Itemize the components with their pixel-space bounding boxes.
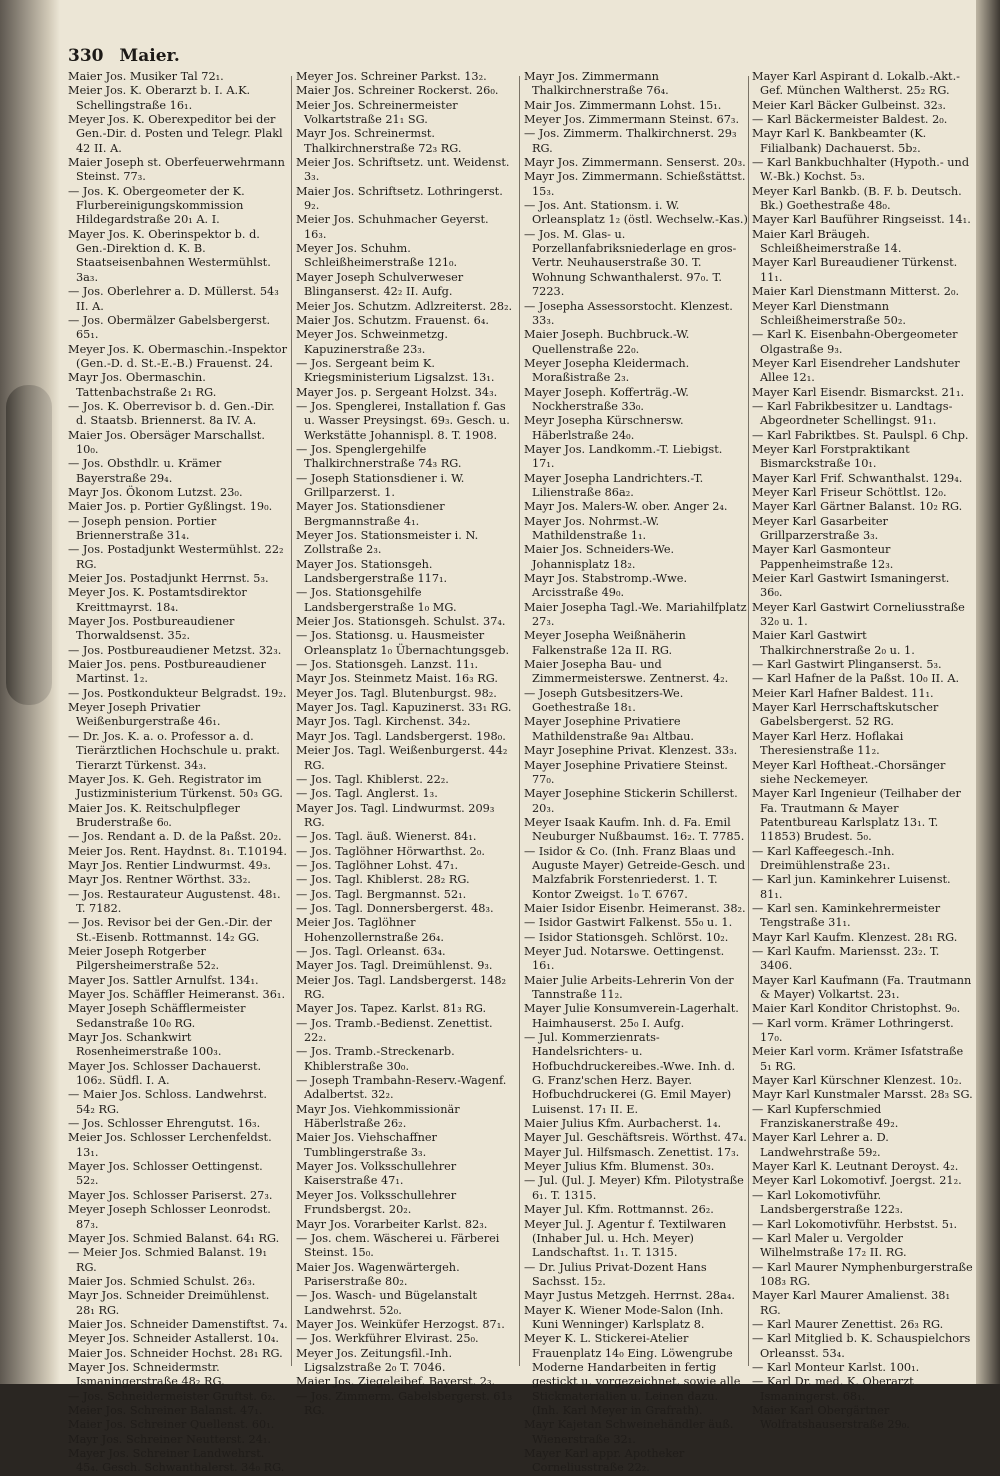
directory-entry: — Jos. Stationsgeh. Lanzst. 11₁. <box>296 658 479 672</box>
directory-entry: Mayer K. Wiener Mode-Salon (Inh. Kuni Wenninger) Karlsplatz 8. <box>524 1303 724 1331</box>
directory-entry: Meyer Joseph Privatier Weißenburgerstraße 46₁. <box>68 701 221 729</box>
directory-entry: Meyer Karl Gasarbeiter Grillparzerstraße 3₃. <box>752 514 888 542</box>
directory-entry: Mayr Josephine Privat. Klenzest. 33₃. <box>524 744 738 758</box>
directory-entry: Meyer Jud. Notarswe. Oettingenst. 16₁. <box>524 944 725 973</box>
directory-entry: Meyer Karl Lokomotivf. Joergst. 21₂. <box>752 1174 962 1188</box>
directory-entry: Maier Julie Arbeits-Lehrerin Von der Tannstraße 11₂. <box>524 973 734 1001</box>
directory-entry: Mayer Karl Kaufmann (Fa. Trautmann & Mayer) Volkartst. 23₁. <box>752 973 972 1001</box>
directory-entry: Meyer Jos. Schneider Astallerst. 10₄. <box>68 1332 280 1346</box>
directory-entry: Mayer Jos. Stationsgeh. Landsbergerstraße 117₁. <box>296 557 448 586</box>
directory-entry: Maier Karl Obergärtner Wolfratshauserstraße 29₀. <box>752 1403 910 1432</box>
directory-entry: Mayer Karl Bauführer Ringseisst. 14₁. <box>752 213 971 227</box>
directory-entry: Meyer Julius Kfm. Blumenst. 30₃. <box>524 1160 715 1174</box>
directory-entry: Mayer Julie Konsumverein-Lagerhalt. Haimhauserst. 25₀ I. Aufg. <box>524 1002 739 1030</box>
directory-entry: — Jul. Kommerzienrats-Handelsrichters- u. Hofbuchdruckereibes.-Wwe. Inh. d. G. Franz'schen Herz. Bayer. Hofbuchdruckerei (G. Emil Mayer) Luisenst. 17₁ II. E. <box>524 1031 736 1116</box>
page-header <box>68 46 180 70</box>
directory-entry: Meyer Jos. K. Postamtsdirektor Kreittmayrst. 18₄. <box>68 586 247 614</box>
directory-entry: — Karl Bäckermeister Baldest. 2₀. <box>752 113 948 127</box>
directory-entry: — Isidor Gastwirt Falkenst. 55₀ u. 1. <box>524 916 733 930</box>
page-number: 330 <box>68 46 104 66</box>
directory-entry: Mayer Jul. Hilfsmasch. Zenettist. 17₃. <box>524 1145 740 1159</box>
directory-entry: Meyer Jul. J. Agentur f. Textilwaren (Inhaber Jul. u. Hch. Meyer) Landschaftst. 1₁. T. 1315. <box>524 1217 727 1260</box>
directory-entry: Mayer Karl Bureaudiener Türkenst. 11₁. <box>752 256 958 284</box>
directory-entry: — Jos. Ant. Stationsm. i. W. Orleansplatz 1₂ (östl. Wechselw.-Kas.) <box>524 199 748 227</box>
directory-entry: Meyer Karl Dienstmann Schleißheimerstraße 50₂. <box>752 299 906 327</box>
directory-entry: Maier Jos. Schneider Hochst. 28₁ RG. <box>68 1346 283 1360</box>
directory-entry: — Jos. Stationsg. u. Hausmeister Orleansplatz 1₀ Übernachtungsgeb. <box>296 629 510 657</box>
directory-entry: — Karl Kupferschmied Franziskanerstraße 49₂. <box>752 1102 899 1131</box>
directory-entry: Mayr Jos. Schneider Dreimühlenst. 28₁ RG. <box>68 1289 270 1317</box>
directory-entry: — Meier Jos. Schmied Balanst. 19₁ RG. <box>68 1246 267 1274</box>
directory-entry: — Karl sen. Kaminkehrermeister Tengstraße 31₁. <box>752 901 941 930</box>
index-tab-marker <box>6 385 52 705</box>
directory-entry: Meier Jos. Schuhmacher Geyerst. 16₃. <box>296 213 489 241</box>
directory-entry: Meier Jos. Tagl. Weißenburgerst. 44₂ RG. <box>296 744 508 772</box>
directory-entry: Maier Jos. Schreiner Quellenst. 60₁. <box>68 1418 275 1432</box>
directory-entry: Meyer Karl Forstpraktikant Bismarckstraße 10₁. <box>752 442 910 471</box>
directory-entry: — Jos. Zimmerm. Thalkirchnerst. 29₃ RG. <box>524 127 737 155</box>
directory-entry: — Karl vorm. Krämer Lothringerst. 17₀. <box>752 1016 954 1045</box>
directory-entry: — Jos. chem. Wäscherei u. Färberei Steinst. 15₀. <box>296 1231 500 1260</box>
directory-entry: — Jos. Stationsgehilfe Landsbergerstraße 1₀ MG. <box>296 586 457 614</box>
directory-entry: Meier Joseph Rotgerber Pilgersheimerstraße 52₂. <box>68 944 220 973</box>
directory-entry: — Jos. M. Glas- u. Porzellanfabriksniederlage en gros-Vertr. Neuhauserstraße 30. T. Wohnung Schwanthalerst. 97₀. T. 7223. <box>524 227 737 299</box>
directory-entry: — Karl Lokomotivführ. Herbstst. 5₁. <box>752 1217 958 1231</box>
directory-entry: Mayer Jos. Nohrmst.-W. Mathildenstraße 1₁. <box>524 514 660 542</box>
directory-entry: Mayer Jos. K. Geh. Registrator im Justizministerium Türkenst. 50₃ GG. <box>68 772 283 801</box>
directory-entry: Maier Jos. Schriftsetz. Lothringerst. 9₂. <box>296 184 503 213</box>
directory-entry: — Jos. Spenglerei, Installation f. Gas u. Wasser Preysingst. 69₃. Gesch. u. Werkstätte Johannispl. 8. T. 1908. <box>296 399 510 442</box>
directory-entry: — Karl Maurer Zenettist. 26₃ RG. <box>752 1317 944 1331</box>
directory-entry: Mayer Jos. Landkomm.-T. Liebigst. 17₁. <box>524 442 723 471</box>
directory-entry: Mayr Jos. Steinmetz Maist. 16₃ RG. <box>296 672 498 686</box>
directory-entry: — Jos. Obsthdlr. u. Krämer Bayerstraße 29₄. <box>68 457 222 485</box>
directory-entry: — Jos. Sergeant beim K. Kriegsministerium Ligsalzst. 13₁. <box>296 356 495 385</box>
directory-entry: Maier Jos. Schneiders-We. Johannisplatz 18₂. <box>524 543 675 571</box>
directory-entry: — Karl K. Eisenbahn-Obergeometer Olgastraße 9₃. <box>752 328 958 356</box>
directory-entry: Maier Joseph. Buchbruck.-W. Quellenstraße 22₀. <box>524 328 690 356</box>
column-divider <box>291 76 292 1366</box>
directory-entry: — Jos. Werkführer Elvirast. 25₀. <box>296 1332 479 1346</box>
directory-entry: Meyer Jos. Zeitungsfil.-Inh. Ligsalzstraße 2₀ T. 7046. <box>296 1346 453 1374</box>
directory-entry: Mayer Jos. Schmied Balanst. 64₁ RG. <box>68 1231 280 1245</box>
directory-entry: Meyer Karl Bankb. (B. F. b. Deutsch. Bk.) Goethestraße 48₀. <box>752 184 962 213</box>
directory-entry: Mayer Karl Eisendr. Bismarckst. 21₁. <box>752 385 965 399</box>
directory-entry: Mayer Joseph Schulverweser Blinganserst. 42₂ II. Aufg. <box>296 270 464 299</box>
directory-entry: Maier Julius Kfm. Aurbacherst. 1₄. <box>524 1117 722 1131</box>
directory-entry: Mayr Jos. Schreiner Neutterst. 24₁. <box>68 1432 272 1446</box>
directory-entry: Mayer Jos. Tapez. Karlst. 81₃ RG. <box>296 1002 487 1016</box>
directory-entry: Meier Jos. K. Oberarzt b. I. A.K. Schellingstraße 16₁. <box>68 84 251 112</box>
directory-entry: Mayer Jul. Geschäftsreis. Wörthst. 47₄. <box>524 1131 747 1145</box>
directory-entry: Mayer Karl Maurer Amalienst. 38₁ RG. <box>752 1289 951 1317</box>
directory-entry: — Jos. Oberlehrer a. D. Müllerst. 54₃ II. A. <box>68 285 279 313</box>
directory-entry: Mayer Jos. Volksschullehrer Kaiserstraße 47₁. <box>296 1160 457 1188</box>
directory-entry: — Jos. Tagl. Orleanst. 63₄. <box>296 944 446 958</box>
directory-entry: Mayr Karl Kaufm. Klenzest. 28₁ RG. <box>752 930 958 944</box>
directory-entry: Mayer Jos. Schlosser Oettingenst. 52₂. <box>68 1160 263 1188</box>
directory-entry: — Jos. Tagl. Donnersbergerst. 48₃. <box>296 901 494 915</box>
directory-entry: Maier Jos. Obersäger Marschallst. 10₀. <box>68 428 265 456</box>
directory-entry: Meier Karl Hafner Baldest. 11₁. <box>752 686 934 700</box>
directory-entry: Mayr Jos. Viehkommissionär Häberlstraße 26₂. <box>296 1102 460 1131</box>
directory-entry: — Joseph pension. Portier Briennerstraße 31₄. <box>68 514 217 542</box>
directory-entry: Meyer Jos. K. Oberexpeditor bei der Gen.-Dir. d. Posten und Telegr. Plakl 42 II. A. <box>68 113 283 155</box>
directory-entry: Meyer Karl Hoftheat.-Chorsänger siehe Neckemeyer. <box>752 758 946 786</box>
directory-entry: Meyer Karl Friseur Schöttlst. 12₀. <box>752 485 947 499</box>
directory-entry: Meyer Jos. Schuhm. Schleißheimerstraße 121₀. <box>296 242 458 270</box>
directory-entry: Meier Karl Bäcker Gulbeinst. 32₃. <box>752 98 946 112</box>
directory-entry: Mayer Karl appr. Apotheker Corneliusstraße 22₂. <box>524 1447 685 1475</box>
directory-entry: Maier Jos. K. Reitschulpfleger Bruderstraße 6₀. <box>68 801 240 829</box>
directory-entry: — Karl Fabrikbesitzer u. Landtags-Abgeordneter Schellingst. 91₁. <box>752 399 953 428</box>
directory-entry: Meier Karl Gastwirt Ismaningerst. 36₀. <box>752 572 950 600</box>
directory-entry: Maier Josepha Tagl.-We. Mariahilfplatz 27₃. <box>524 600 747 629</box>
directory-entry: — Jos. Rendant a. D. de la Paßst. 20₂. <box>68 830 282 844</box>
directory-entry: — Jos. K. Obergeometer der K. Flurbereinigungskommission Hildegardstraße 20₁ A. I. <box>68 184 245 227</box>
directory-entry: Mayr Jos. Obermaschin. Tattenbachstraße 2₁ RG. <box>68 371 217 399</box>
directory-entry: Mayer Jos. Tagl. Dreimühlenst. 9₃. <box>296 959 493 973</box>
directory-entry: — Karl Dr. med. K. Oberarzt Ismaningerst. 68₁. <box>752 1375 914 1403</box>
directory-entry: — Jos. Tramb.-Streckenarb. Khiblerstraße 30₀. <box>296 1045 455 1073</box>
directory-entry: — Jos. Postkondukteur Belgradst. 19₂. <box>68 686 287 700</box>
directory-entry: Mayr Jos. Tagl. Kirchenst. 34₂. <box>296 715 471 729</box>
directory-entry: Meyer Jos. Tagl. Blutenburgst. 98₂. <box>296 686 497 700</box>
directory-entry: Meyer Isaak Kaufm. Inh. d. Fa. Emil Neuburger Nußbaumst. 16₂. T. 7785. <box>524 815 745 844</box>
directory-entry: Maier Jos. p. Portier Gyßlingst. 19₀. <box>68 500 273 514</box>
directory-entry: Meier Jos. Schlosser Lerchenfeldst. 13₁. <box>68 1131 272 1159</box>
directory-entry: Meyr Josepha Kürschnersw. Häberlstraße 24₀. <box>524 414 684 442</box>
directory-entry: — Jos. Tramb.-Bedienst. Zenettist. 22₂. <box>296 1016 493 1045</box>
directory-column-3 <box>524 70 748 1475</box>
page-edge-strip <box>976 0 1000 1384</box>
directory-entry: — Jos. Postadjunkt Westermühlst. 22₂ RG. <box>68 543 284 571</box>
directory-entry: Meier Jos. Tagl. Landsbergerst. 148₂ RG. <box>296 973 507 1001</box>
directory-entry: Meyer Josepha Weißnäherin Falkenstraße 12a II. RG. <box>524 629 686 657</box>
directory-entry: Meier Jos. Stationsgeh. Schulst. 37₄. <box>296 615 506 629</box>
directory-entry: — Jos. Tagl. Khiblerst. 28₂ RG. <box>296 873 470 887</box>
directory-entry: Mayr Kajetan Schweinehändler äuß. Wienerstraße 32₁. <box>524 1418 734 1446</box>
column-divider <box>519 76 520 1366</box>
directory-entry: — Jos. Tagl. Khiblerst. 22₂. <box>296 772 449 786</box>
directory-entry: — Isidor & Co. (Inh. Franz Blaas und Auguste Mayer) Getreide-Gesch. und Malzfabrik Forstenriederst. 1. T. Kontor Zweigst. 1₀ T. 6767. <box>524 844 746 901</box>
directory-entry: Mayer Joseph Schäfflermeister Sedanstraße 10₀ RG. <box>68 1002 246 1030</box>
directory-entry: Mayer Jos. Schreiner Landwehrst. 45₄. Gesch. Schwanthalerst. 34₀ RG. <box>68 1447 285 1475</box>
directory-entry: Meyer Josepha Kleidermach. Moraßistraße 2₃. <box>524 356 690 385</box>
directory-entry: — Jos. Taglöhner Hörwarthst. 2₀. <box>296 844 485 858</box>
directory-entry: Mayr Jos. Rentner Wörthst. 33₂. <box>68 873 251 887</box>
directory-entry: Meier Jos. Schreiner Balanst. 47₁. <box>68 1403 263 1417</box>
directory-entry: Mayer Karl K. Leutnant Deroyst. 4₂. <box>752 1160 959 1174</box>
directory-entry: Mayr Jos. Tagl. Landsbergerst. 198₀. <box>296 729 506 743</box>
directory-entry: — Karl Maurer Nymphenburgerstraße 108₃ RG. <box>752 1260 973 1288</box>
directory-entry: Meyer K. L. Stickerei-Atelier Frauenplatz 14₀ Eing. Löwengrube Moderne Handarbeiten in fertig gestickt u. vorgezeichnet, sowie alle Stickmaterialien u. Leinen dazu. (Inh. Karl Meyer in Grafrath). <box>524 1332 741 1417</box>
directory-entry: Mayer Karl Herrschaftskutscher Gabelsbergerst. 52 RG. <box>752 701 939 729</box>
directory-entry: Mayer Jos. Postbureaudiener Thorwaldsenst. 35₂. <box>68 615 235 643</box>
directory-entry: — Karl Bankbuchhalter (Hypoth.- und W.-Bk.) Kochst. 5₃. <box>752 156 970 184</box>
directory-entry: — Karl Lokomotivführ. Landsbergerstraße 122₃. <box>752 1188 904 1217</box>
directory-entry: — Maier Jos. Schloss. Landwehrst. 54₂ RG. <box>68 1088 268 1116</box>
directory-entry: — Karl Hafner de la Paßst. 10₀ II. A. <box>752 672 960 686</box>
directory-entry: Meier Jos. Rent. Haydnst. 8₁. T.10194. <box>68 844 287 858</box>
directory-entry: — Jos. K. Oberrevisor b. d. Gen.-Dir. d. Staatsb. Briennerst. 8a IV. A. <box>68 399 275 428</box>
directory-entry: Mayer Karl Gärtner Balanst. 10₂ RG. <box>752 500 963 514</box>
directory-entry: Mayr Jos. Schreinermst. Thalkirchnerstraße 72₃ RG. <box>296 127 462 155</box>
directory-entry: — Jos. Restaurateur Augustenst. 48₁. T. 7182. <box>68 887 281 915</box>
directory-entry: Maier Jos. Viehschaffner Tumblingerstraße 3₃. <box>296 1131 437 1159</box>
directory-entry: Maier Jos. Schutzm. Frauenst. 6₄. <box>296 313 489 327</box>
directory-entry: — Jos. Zimmerm. Gabelsbergerst. 61₃ RG. <box>296 1389 513 1417</box>
directory-entry: Maier Karl Konditor Christophst. 9₀. <box>752 1002 961 1016</box>
directory-entry: — Dr. Julius Privat-Dozent Hans Sachsst. 15₂. <box>524 1260 707 1288</box>
directory-entry: — Karl Mitglied b. K. Schauspielchors Orleansst. 53₄. <box>752 1332 971 1360</box>
directory-entry: Meier Karl vorm. Krämer Isfatstraße 5₁ RG. <box>752 1045 964 1073</box>
directory-entry: — Jos. Obermälzer Gabelsbergerst. 65₁. <box>68 313 271 342</box>
directory-entry: Maier Karl Gastwirt Thalkirchnerstraße 2₀ u. 1. <box>752 629 915 657</box>
directory-entry: Mayer Jos. Schlosser Pariserst. 27₃. <box>68 1188 273 1202</box>
directory-entry: Mayer Jos. Schneidermstr. Ismaningerstraße 48₂ RG. <box>68 1360 225 1389</box>
directory-entry: Mayr Jos. Zimmermann Thalkirchnerstraße 76₄. <box>524 70 669 98</box>
directory-entry: Mayr Jos. Zimmermann. Schießstättst. 15₃. <box>524 170 746 198</box>
directory-entry: Meier Jos. Taglöhner Hohenzollernstraße 26₄. <box>296 916 445 944</box>
directory-entry: — Karl Maler u. Vergolder Wilhelmstraße 17₂ II. RG. <box>752 1231 907 1260</box>
directory-entry: Mayer Jos. Weinküfer Herzogst. 87₁. <box>296 1317 505 1331</box>
directory-entry: — Jos. Tagl. Bergmannst. 52₁. <box>296 887 467 901</box>
directory-entry: Mayer Josephine Stickerin Schillerst. 20₃. <box>524 787 738 815</box>
directory-entry: Maier Jos. Schneider Damenstiftst. 7₄. <box>68 1317 288 1331</box>
directory-entry: Maier Jos. Wagenwärtergeh. Pariserstraße 80₂. <box>296 1260 460 1288</box>
directory-entry: Mayr Jos. Schankwirt Rosenheimerstraße 100₃. <box>68 1031 222 1059</box>
directory-entry: Maier Jos. Musiker Tal 72₁. <box>68 70 224 83</box>
column-divider <box>748 76 749 1366</box>
directory-entry: — Karl Kaffeegesch.-Inh. Dreimühlenstraße 23₁. <box>752 844 895 872</box>
directory-entry: Mayr Jos. Zimmermann. Senserst. 20₃. <box>524 156 746 170</box>
directory-entry: Mayer Josephine Privatiere Steinst. 77₀. <box>524 758 728 786</box>
directory-entry: Mayr Jos. Rentier Lindwurmst. 49₃. <box>68 858 271 872</box>
directory-entry: — Jos. Schneidermeister Gruftst. 6₂. <box>68 1389 276 1403</box>
directory-entry: Meyer Karl Gastwirt Corneliusstraße 32₀ u. 1. <box>752 600 965 629</box>
directory-entry: — Karl jun. Kaminkehrer Luisenst. 81₁. <box>752 873 951 901</box>
directory-entry: — Karl Fabriktbes. St. Paulspl. 6 Chp. <box>752 428 969 442</box>
directory-entry: Meyer Jos. Volksschullehrer Frundsbergst. 20₂. <box>296 1188 457 1217</box>
directory-entry: Mayer Karl Kürschner Klenzest. 10₂. <box>752 1074 963 1088</box>
directory-entry: Mayer Jos. K. Oberinspektor b. d. Gen.-Direktion d. K. B. Staatseisenbahnen Westermühlst. 3a₃. <box>68 227 271 284</box>
directory-entry: Mayer Jos. Schlosser Dachauerst. 106₂. Südfl. I. A. <box>68 1059 262 1088</box>
directory-entry: Meyer Jos. Schweinmetzg. Kapuzinerstraße 23₃. <box>296 328 448 356</box>
directory-entry: Meyer Jos. Zimmermann Steinst. 67₃. <box>524 113 740 127</box>
directory-entry: Mayer Karl Herz. Hoflakai Theresienstraße 11₂. <box>752 729 904 758</box>
directory-entry: — Jos. Wasch- und Bügelanstalt Landwehrst. 52₀. <box>296 1289 478 1317</box>
directory-entry: Maier Josepha Bau- und Zimmermeisterswe. Zentnerst. 4₂. <box>524 658 729 686</box>
directory-entry: — Jos. Tagl. Anglerst. 1₃. <box>296 787 438 801</box>
directory-entry: Mayer Josephine Privatiere Mathildenstraße 9a₁ Altbau. <box>524 715 695 743</box>
directory-entry: Maier Jos. Ziegeleibef. Bayerst. 2₃. <box>296 1375 496 1389</box>
directory-entry: Mayer Jos. Stationsdiener Bergmannstraße 4₁. <box>296 500 445 528</box>
directory-entry: Mayr Karl K. Bankbeamter (K. Filialbank) Dachauerst. 5b₂. <box>752 127 927 155</box>
directory-entry: — Jos. Taglöhner Lohst. 47₁. <box>296 858 459 872</box>
directory-entry: Meier Jos. Postadjunkt Herrnst. 5₃. <box>68 572 269 586</box>
directory-entry: Mayer Karl Gasmonteur Pappenheimstraße 12₃. <box>752 543 894 571</box>
page-title: Maier. <box>119 46 180 66</box>
directory-entry: Meyer Karl Eisendreher Landshuter Allee 12₁. <box>752 356 960 385</box>
directory-entry: Mayer Karl Frif. Schwanthalst. 129₄. <box>752 471 963 485</box>
directory-entry: Mayer Jos. p. Sergeant Holzst. 34₃. <box>296 385 498 399</box>
directory-entry: Mayer Karl Aspirant d. Lokalb.-Akt.-Gef. München Waltherst. 25₂ RG. <box>752 70 960 98</box>
directory-entry: Mayer Karl Ingenieur (Teilhaber der Fa. Trautmann & Mayer Patentbureau Karlsplatz 13₁. T. 11853) Brudest. 5₀. <box>752 787 961 844</box>
directory-column-2 <box>296 70 514 1417</box>
directory-entry: — Karl Gastwirt Plinganserst. 5₃. <box>752 658 942 672</box>
directory-column-4 <box>752 70 974 1432</box>
directory-entry: Meyer Jos. Stationsmeister i. N. Zollstraße 2₃. <box>296 529 479 557</box>
directory-entry: Mayr Jos. Stabstromp.-Wwe. Arcisstraße 49₀. <box>524 572 688 600</box>
directory-entry: — Joseph Trambahn-Reserv.-Wagenf. Adalbertst. 32₂. <box>296 1074 507 1102</box>
directory-entry: — Jos. Spenglergehilfe Thalkirchnerstraße 74₃ RG. <box>296 442 462 471</box>
directory-entry: Maier Karl Dienstmann Mitterst. 2₀. <box>752 285 960 299</box>
directory-entry: — Jos. Revisor bei der Gen.-Dir. der St.-Eisenb. Rottmannst. 14₂ GG. <box>68 916 272 944</box>
directory-entry: Maier Jos. Schreiner Rockerst. 26₀. <box>296 84 499 98</box>
directory-entry: Maier Karl Bräugeh. Schleißheimerstraße 14. <box>752 227 902 256</box>
directory-entry: Mayer Jos. Tagl. Lindwurmst. 209₃ RG. <box>296 801 495 829</box>
directory-entry: Meyer Jos. K. Obermaschin.-Inspektor (Gen.-D. d. St.-E.-B.) Frauenst. 24. <box>68 342 288 370</box>
directory-entry: Meier Jos. Schreinermeister Volkartstraße 21₁ SG. <box>296 98 458 127</box>
directory-entry: Mayer Josepha Landrichters.-T. Lilienstraße 86a₂. <box>524 471 704 499</box>
directory-entry: — Karl Monteur Karlst. 100₁. <box>752 1360 920 1374</box>
directory-entry: — Dr. Jos. K. a. o. Professor a. d. Tierärztlichen Hochschule u. prakt. Tierarzt Türkenst. 34₃. <box>68 729 280 772</box>
directory-entry: Maier Jos. pens. Postbureaudiener Martinst. 1₂. <box>68 658 266 686</box>
directory-column-1 <box>68 70 288 1475</box>
directory-entry: — Josepha Assessorstocht. Klenzest. 33₃. <box>524 299 733 327</box>
directory-entry: — Jos. Postbureaudiener Metzst. 32₃. <box>68 643 282 657</box>
directory-entry: — Jos. Schlosser Ehrengutst. 16₃. <box>68 1117 261 1131</box>
directory-entry: Mayer Jos. Tagl. Kapuzinerst. 33₁ RG. <box>296 701 512 715</box>
directory-entry: Meyer Joseph Schlosser Leonrodst. 87₃. <box>68 1203 271 1231</box>
directory-entry: — Jul. (Jul. J. Meyer) Kfm. Pilotystraße 6₁. T. 1315. <box>524 1174 744 1202</box>
directory-entry: Mayer Karl Lehrer a. D. Landwehrstraße 59₂. <box>752 1131 889 1159</box>
directory-entry: Mayr Karl Kunstmaler Marsst. 28₃ SG. <box>752 1088 973 1102</box>
directory-entry: Maier Isidor Eisenbr. Heimeranst. 38₂. <box>524 901 746 915</box>
directory-entry: Meier Jos. Schriftsetz. unt. Weidenst. 3₃. <box>296 156 510 184</box>
directory-entry: Mayr Justus Metzgeh. Herrnst. 28a₄. <box>524 1289 735 1303</box>
directory-entry: Mayr Jos. Ökonom Lutzst. 23₀. <box>68 485 243 499</box>
directory-entry: Mayr Jos. Vorarbeiter Karlst. 82₃. <box>296 1217 488 1231</box>
directory-entry: Maier Joseph st. Oberfeuerwehrmann Steinst. 77₃. <box>68 156 285 184</box>
directory-entry: Maier Jos. Schmied Schulst. 26₃. <box>68 1274 256 1288</box>
directory-entry: — Karl Kaufm. Mariensst. 23₂. T. 3406. <box>752 944 940 973</box>
directory-entry: Mayer Joseph. Kofferträg.-W. Nockherstraße 33₀. <box>524 385 689 413</box>
directory-entry: — Joseph Stationsdiener i. W. Grillparzerst. 1. <box>296 471 465 499</box>
directory-entry: Meier Jos. Schutzm. Adlzreiterst. 28₂. <box>296 299 513 313</box>
directory-entry: — Joseph Gutsbesitzers-We. Goethestraße 18₁. <box>524 686 684 715</box>
directory-entry: Mayer Jul. Kfm. Rottmannst. 26₂. <box>524 1203 714 1217</box>
directory-entry: — Isidor Stationsgeh. Schlörst. 10₂. <box>524 930 729 944</box>
directory-entry: Meyer Jos. Schreiner Parkst. 13₂. <box>296 70 487 83</box>
directory-entry: Mayer Jos. Schäffler Heimeranst. 36₁. <box>68 988 286 1001</box>
directory-entry: Mair Jos. Zimmermann Lohst. 15₁. <box>524 98 722 112</box>
directory-entry: Mayer Jos. Sattler Arnulfst. 134₁. <box>68 973 259 987</box>
directory-entry: Mayr Jos. Malers-W. ober. Anger 2₄. <box>524 500 728 514</box>
directory-entry: — Jos. Tagl. äuß. Wienerst. 84₁. <box>296 830 477 844</box>
